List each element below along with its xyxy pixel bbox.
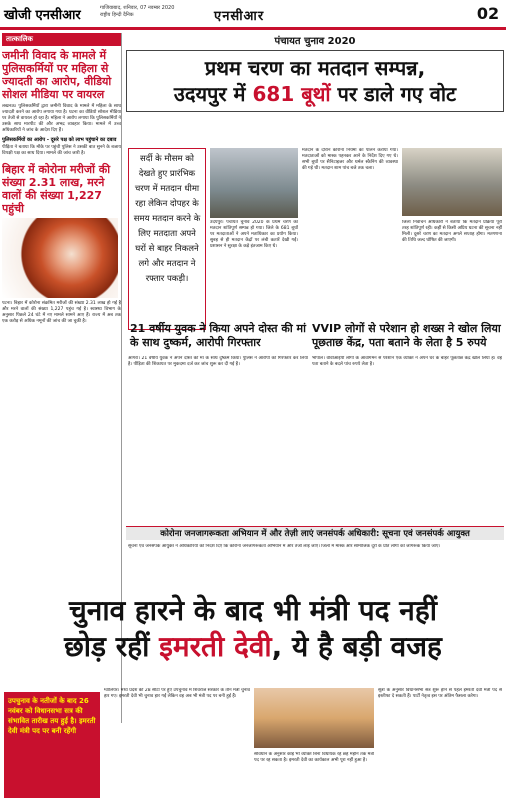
coronavirus-image [2, 218, 118, 298]
story1-body: लखनऊ। पुलिसकर्मियों द्वारा जमीनी विवाद के मामले में महिला के साथ ज्यादती करने का आरोप लगाया गया है। घटना का वीडियो सोशल मीडिया पर तेजी से वायरल हो रहा है। महिला ने आरोप लगाया कि पुलिसकर्मियों ने उसके साथ मारपीट की और अभद्र व्यवहार किया। मामले में उच्च अधिकारियों ने जांच के आदेश दिए हैं। [2, 104, 121, 133]
main-story [126, 33, 504, 112]
masthead-meta [100, 5, 220, 19]
story2-body: पटना। बिहार में कोरोना संक्रमित मरीजों की संख्या 2.31 लाख हो गई है और मरने वालों की संख्या 1,227 पहुंच गई है। स्वास्थ्य विभाग के अनुसार पिछले 24 घंटे में नए मामले सामने आए हैं। राज्य में अब तक एक करोड़ से अधिक नमूनों की जांच की जा चुकी है। [2, 301, 121, 324]
story-kicker: पंचायत चुनाव 2020 [274, 36, 356, 47]
headline-line1: प्रथम चरण का मतदान सम्पन्न, [204, 56, 426, 80]
story1-body2: पीड़िता ने बताया कि मौके पर पहुंची पुलिस ने उसकी बात सुनने के बजाय विपक्षी पक्ष का साथ दिया। मामले की जांच जारी है। [2, 145, 121, 156]
masthead [0, 0, 506, 30]
polling-photo [210, 148, 298, 218]
headline-booth-count: 681 बूथों [252, 82, 331, 106]
headline-line2 [133, 81, 497, 107]
headline-line2-a: उदयपुर में [173, 82, 253, 106]
masthead-tagline: राष्ट्रीय हिन्दी दैनिक [100, 12, 134, 18]
section-badge: तात्कालिक [2, 33, 121, 46]
vvip-headline: VVIP लोगों से परेशान हो शख्स ने खोल लिया पूछताछ केंद्र, पता बताने के लेता है 5 रुपये [312, 322, 501, 349]
bottom-headline-name: इमरती देवी [159, 630, 272, 663]
story1-headline: जमीनी विवाद के मामले में पुलिसकर्मियों पर महिला से ज्यादती का आरोप, वीडियो सोशल मीडिया पर वायरल [2, 49, 112, 101]
main-column-1: उदयपुर। पंचायत चुनाव 2020 के प्रथम चरण का मतदान शांतिपूर्ण सम्पन्न हो गया। जिले के 681 बूथों पर मतदाताओं ने अपने मताधिकार का प्रयोग किया। सुबह से ही मतदान केंद्रों पर लंबी कतारें देखी गईं। प्रशासन ने सुरक्षा के कड़े इंतजाम किए थे। [210, 220, 298, 249]
masthead-date: गाजियाबाद, शनिवार, 07 नवम्बर 2020 [100, 5, 175, 11]
highlight-box: उपचुनाव के नतीजों के बाद 26 नवंबर को विधानसभा सत्र की संभावित तारीख तय हुई है। इमरती देवी मंत्री पद पर बनी रहेंगी [4, 692, 100, 798]
minister-photo [254, 688, 374, 748]
bottom-headline-line2 [4, 629, 502, 665]
bottom-column-b: संविधान के अनुसार कोई भी व्यक्ति बिना विधायक रहे छह महीने तक मंत्री पद पर रह सकता है। इमरती देवी का कार्यकाल अभी पूरा नहीं हुआ है। [254, 752, 374, 763]
pull-quote: सर्दी के मौसम को देखते हुए प्रारंभिक चरण में मतदान धीमा रहा लेकिन दोपहर के समय मतदान करने के लिए मतदाता अपने घरों से बाहर निकलने लगे और मतदान ने रफ्तार पकड़ी। [128, 148, 206, 330]
corona-campaign-banner: कोरोना जनजागरूकता अभियान में और तेज़ी लाएं जनसंपर्क अधिकारी: सूचना एवं जनसंपर्क आयुक्त [126, 526, 504, 540]
headline-line2-b: पर डाले गए वोट [330, 82, 457, 106]
campaign-story-body: सूचना एवं जनसंपर्क आयुक्त ने अधिकारियों को निर्देश दिए कि कोरोना जनजागरूकता अभियान में और तेजी लाई जाए। जिलों में मास्क और सामाजिक दूरी के प्रति लोगों को जागरूक किया जाए। [128, 544, 441, 549]
bottom-column-c: सूत्रों के अनुसार विधानसभा सत्र शुरू होने से पहले इमरती देवी मंत्री पद से इस्तीफा दे सकती हैं। पार्टी नेतृत्व इस पर अंतिम फैसला करेगा। [378, 688, 502, 699]
crime-headline: 21 वर्षीय युवक ने किया अपने दोस्त की मां के साथ दुष्कर्म, आरोपी गिरफ्तार [130, 322, 306, 349]
page-number: 02 [474, 3, 502, 25]
bottom-headline-line1: चुनाव हारने के बाद भी मंत्री पद नहीं [69, 594, 437, 627]
story1-subhead: पुलिसकर्मियों का आरोप - दूसरे पक्ष को लाभ पहुंचाने का दबाव [2, 137, 117, 143]
main-headline [126, 50, 504, 112]
section-title: एनसीआर [214, 9, 265, 24]
newspaper-brand: खोजी एनसीआर [4, 8, 81, 23]
main-column-2: मतदान के दौरान कोरोना नियमों का पालन कराया गया। मतदाताओं को मास्क पहनकर आने के निर्देश दिए गए थे। सभी बूथों पर सैनिटाइजर और थर्मल स्कैनिंग की व्यवस्था की गई थी। मतदान शाम पांच बजे तक चला। [302, 148, 398, 171]
voters-photo [402, 148, 502, 216]
main-column-3: जिला निर्वाचन अधिकारी ने बताया कि मतदान प्रक्रिया पूरी तरह शांतिपूर्ण रही। कहीं से किसी अप्रिय घटना की सूचना नहीं मिली। दूसरे चरण का मतदान अगले सप्ताह होगा। मतगणना की तिथि जल्द घोषित की जाएगी। [402, 220, 502, 243]
bottom-headline [4, 593, 502, 665]
bottom-headline-l2b: , ये है बड़ी वजह [271, 630, 442, 663]
crime-story-body: आगरा। 21 वर्षीय युवक ने अपने दोस्त की मां के साथ दुष्कर्म किया। पुलिस ने आरोपी को गिरफ्तार कर लिया है। पीड़िता की शिकायत पर मुकदमा दर्ज कर जांच शुरू कर दी गई है। [128, 356, 308, 367]
bottom-headline-l2a: छोड़ रहीं [64, 630, 160, 663]
bottom-column-a: ग्वालियर। मध्य प्रदेश की 28 सीटों पर हुए उपचुनाव में शिवराज सरकार के तीन मंत्री चुनाव हार गए। इमरती देवी भी चुनाव हार गईं लेकिन वह अब भी मंत्री पद पर बनी हुई हैं। [104, 688, 250, 699]
story2-headline: बिहार में कोरोना मरीजों की संख्या 2.31 लाख, मरने वालों की संख्या 1,227 पहुंची [2, 163, 111, 215]
vvip-story-body: भोपाल। वीवीआईपी लोगों के आवागमन से परेशान एक व्यक्ति ने अपने घर के बाहर पूछताछ केंद्र खोल लिया है। वह पता बताने के बदले पांच रुपये लेता है। [312, 356, 502, 367]
